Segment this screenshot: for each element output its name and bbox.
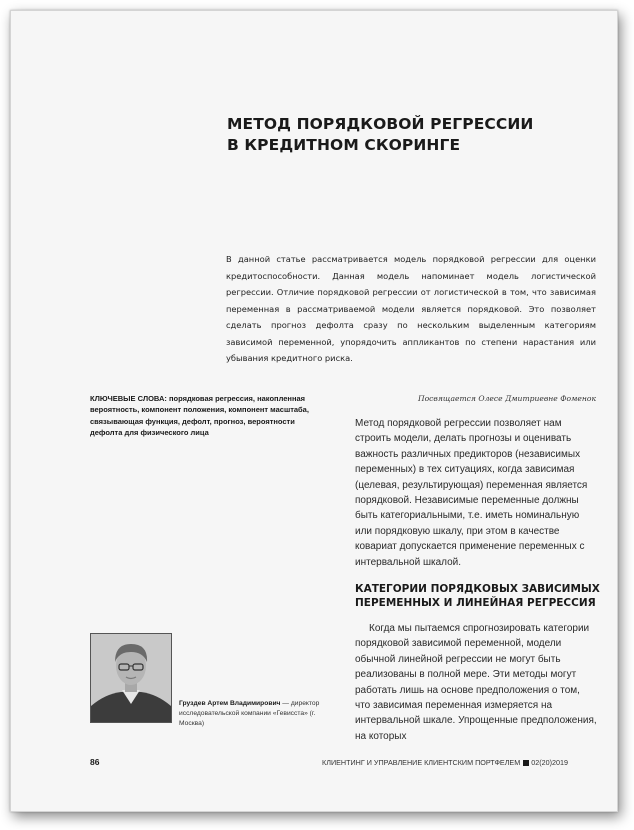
journal-footer [322,758,568,767]
keywords-list: порядковая регрессия, накопленная вероятность, компонент положения, компонент масштаба, связывающая функция, дефолт, прогноз, вероятности дефолта для физического лица [90,394,309,438]
journal-title: КЛИЕНТИНГ И УПРАВЛЕНИЕ КЛИЕНТСКИМ ПОРТФЕЛЕМ [322,758,521,767]
journal-page [10,10,618,812]
intro-paragraph: Метод порядковой регрессии позволяет нам строить модели, делать прогнозы и оценивать важность различных предикторов (независимых переменных) в тех ситуациях, когда зависимая (целевая, результирующая) переменная является порядковой. Независимые переменные должны быть категориальными, т.е. иметь номинальную или порядковую шкалу, при этом в качестве ковариат допускается применение переменных с интервальной шкалой. [355,418,588,568]
author-description: — директор исследовательской компании «Гевисста» (г. Москва) [179,700,320,727]
keywords-block [90,393,320,439]
section-heading-line-1: КАТЕГОРИИ ПОРЯДКОВЫХ ЗАВИСИМЫХ [355,583,600,595]
author-portrait-icon [91,634,171,722]
section-heading [355,582,600,610]
journal-issue: 02(20)2019 [531,758,568,767]
author-caption [179,699,334,729]
keywords-label: КЛЮЧЕВЫЕ СЛОВА: [90,394,167,403]
black-square-icon [523,760,529,766]
author-name: Груздев Артем Владимирович [179,700,281,707]
page-number: 86 [90,757,100,767]
section-paragraph: Когда мы пытаемся спрогнозировать категории порядковой зависимой переменной, модели обычной линейной регрессии не могут быть реализованы в полной мере. Эти методы могут работать лишь на основе предположения о том, что зависимая переменная измеряется на интервальной шкале. Упрощенные предположения, на которых [355,623,597,742]
dedication: Посвящается Олесе Дмитриевне Фоменок [417,394,596,403]
section-heading-line-2: ПЕРЕМЕННЫХ И ЛИНЕЙНАЯ РЕГРЕССИЯ [355,597,596,609]
author-photo [90,633,172,723]
article-title [227,114,534,156]
article-title-line-1: МЕТОД ПОРЯДКОВОЙ РЕГРЕССИИ [227,115,534,133]
article-abstract: В данной статье рассматривается модель порядковой регрессии для оценки кредитоспособности. Данная модель напоминает модель логистической регрессии. Отличие порядковой регрессии от логистической в том, что зависимая переменная в рассматриваемой модели является порядковой. Это позволяет сделать прогноз дефолта сразу по нескольким выделенным категориям зависимой переменной, упорядочить аппликантов по степени нарастания или убывания кредитного риска. [226,254,596,363]
article-title-line-2: В КРЕДИТНОМ СКОРИНГЕ [227,136,461,154]
